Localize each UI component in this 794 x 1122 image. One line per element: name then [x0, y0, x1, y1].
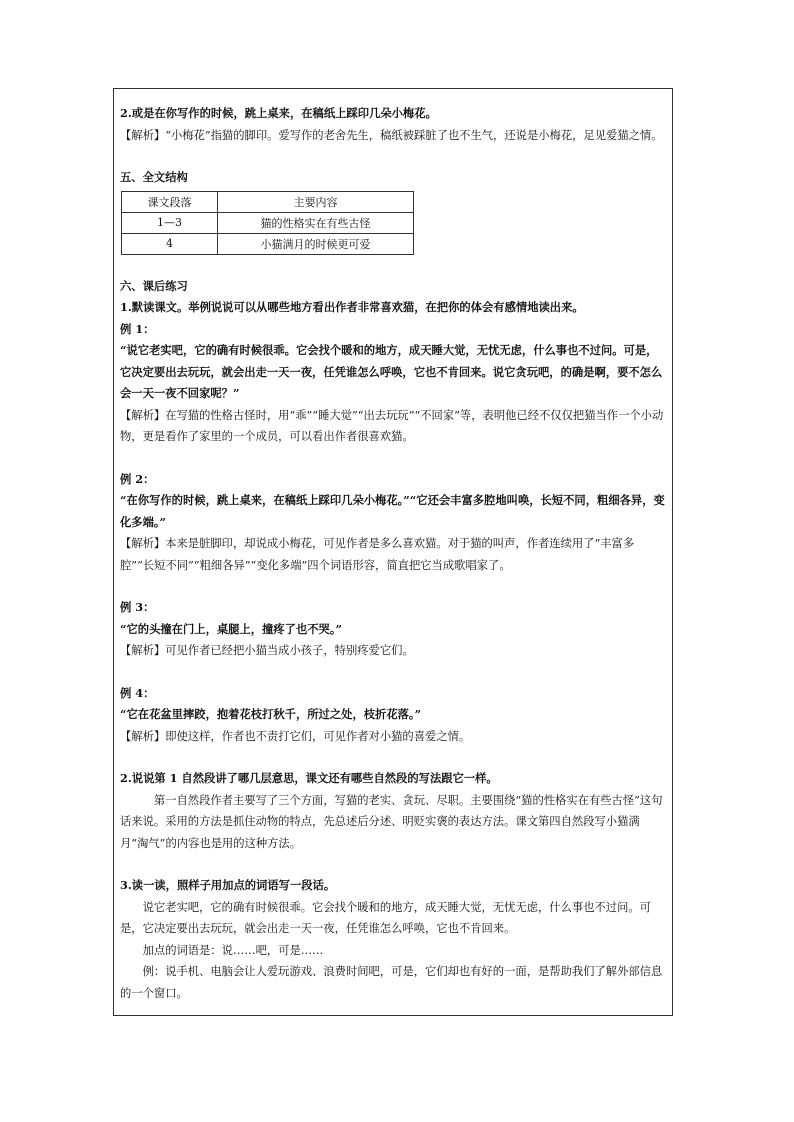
spacer	[120, 662, 666, 683]
content	[120, 103, 666, 1004]
table-header-row	[122, 191, 414, 212]
question-1: 1.默读课文。举例说说可以从哪些地方看出作者非常喜欢猫，在把你的体会有感情地读出来。	[120, 300, 584, 314]
example-4-analysis: 【解析】即使这样，作者也不责打它们，可见作者对小猫的喜爱之情。	[120, 729, 471, 743]
example-3-label: 例 3：	[120, 600, 155, 614]
example-2-analysis: 【解析】本来是脏脚印，却说成小梅花，可见作者是多么喜欢猫。对于猫的叫声，作者连续用了“丰富多腔”“长短不同”“粗细各异”“变化多端”四个词语形容，简直把它当成歌唱家了。	[120, 537, 635, 572]
table-cell: 4	[122, 233, 218, 254]
intro-analysis: 【解析】“小梅花”指猫的脚印。爱写作的老舍先生，稿纸被踩脏了也不生气，还说是小梅花，足见爱猫之情。	[120, 128, 663, 142]
example-1-quote: “说它老实吧，它的确有时候很乖。它会找个暖和的地方，成天睡大觉，无忧无虑，什么事也不过问。可是，它决定要出去玩玩，就会出走一天一夜，任凭谁怎么呼唤，它也不肯回来。说它贪玩吧，的确是啊，要不怎么会一天一夜不回家呢？”	[120, 343, 663, 400]
spacer	[120, 576, 666, 597]
section6-heading: 六、课后练习	[120, 278, 188, 293]
example-2-label: 例 2：	[120, 471, 155, 486]
example-1-analysis: 【解析】在写猫的性格古怪时，用“乖”“睡大觉”“出去玩玩”“不回家”等，表明他已经不仅仅把猫当作一个小动物，更是看作了家里的一个成员，可以看出作者很喜欢猫。	[120, 408, 664, 443]
table-row	[122, 212, 414, 233]
question-2-answer: 第一自然段作者主要写了三个方面，写猫的老实、贪玩、尽职。主要围绕“猫的性格实在有些古怪”这句话来说。采用的方法是抓住动物的特点，先总述后分述、明贬实褒的表达方法。课文第四自然段写小猫满月“淘气”的内容也是用的这种方法。	[120, 793, 663, 850]
spacer	[120, 255, 666, 276]
example-1-label: 例 1：	[120, 321, 155, 336]
spacer	[120, 448, 666, 469]
example-4-label: 例 4：	[120, 685, 155, 700]
spacer	[120, 747, 666, 768]
table-cell: 猫的性格实在有些古怪	[218, 212, 414, 233]
page-frame	[113, 88, 673, 1016]
table-row	[122, 233, 414, 254]
example-4-quote: “它在花盆里摔跤，抱着花枝打秋千，所过之处，枝折花落。”	[120, 707, 422, 721]
example-2-quote: “在你写作的时候，跳上桌来，在稿纸上踩印几朵小梅花。”“它还会丰富多腔地叫唤，长短不同，粗细各异，变化多端。”	[120, 493, 665, 529]
question-3-words: 加点的词语是：说……吧，可是……	[142, 943, 324, 957]
table-header-cell: 主要内容	[218, 191, 414, 212]
spacer	[120, 854, 666, 875]
intro-sentence: 2.或是在你写作的时候，跳上桌来，在稿纸上踩印几朵小梅花。	[120, 106, 437, 120]
section5-heading: 五、全文结构	[120, 170, 188, 184]
table-cell: 1—3	[122, 212, 218, 233]
table-cell: 小猫满月的时候更可爱	[218, 233, 414, 254]
question-3: 3.读一读，照样子用加点的词语写一段话。	[120, 878, 336, 892]
question-3-text: 说它老实吧，它的确有时候很乖。它会找个暖和的地方，成天睡大觉，无忧无虑，什么事也不过问。可是，它决定要出去玩玩，就会出走一天一夜，任凭谁怎么呼唤，它也不肯回来。	[120, 900, 651, 935]
spacer	[120, 146, 666, 167]
structure-table	[121, 191, 414, 255]
question-2: 2.说说第 1 自然段讲了哪几层意思，课文还有哪些自然段的写法跟它一样。	[120, 771, 498, 785]
example-3-quote: “它的头撞在门上，桌腿上，撞疼了也不哭。”	[120, 621, 342, 636]
example-3-analysis: 【解析】可见作者已经把小猫当成小孩子，特别疼爱它们。	[120, 644, 414, 657]
question-3-example: 例：说手机、电脑会让人爱玩游戏、浪费时间吧，可是，它们却也有好的一面，是帮助我们了解外部信息的一个窗口。	[120, 965, 663, 1000]
table-header-cell: 课文段落	[122, 191, 218, 212]
